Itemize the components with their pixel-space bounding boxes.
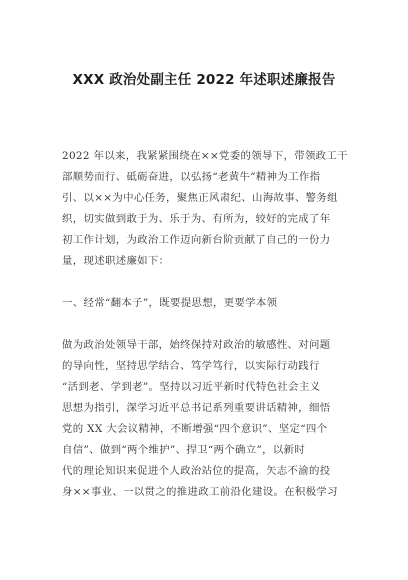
paragraph-line: 党的 XX 大会议精神，不断增强“四个意识”、坚定“四个 bbox=[62, 423, 328, 435]
paragraph-line: 的导向性，坚持思学结合、笃学笃行，以实际行动践行 bbox=[62, 360, 320, 372]
document-title: XXX 政治处副主任 2022 年述职述廉报告 bbox=[72, 72, 336, 88]
paragraph-line: 思想为指引，深学习近平总书记系列重要讲话精神，细悟 bbox=[62, 402, 331, 414]
paragraph-line: “活到老、学到老”。坚持以习近平新时代特色社会主义 bbox=[62, 381, 321, 393]
section-heading: 一、经常“翻本子”，既要提思想，更要学本领 bbox=[62, 297, 278, 309]
paragraph-line: 2022 年以来，我紧紧围绕在××党委的领导下，带领政工干 bbox=[62, 150, 348, 162]
paragraph-line: 做为政治处领导干部，始终保持对政治的敏感性、对问题 bbox=[62, 339, 331, 351]
spacer bbox=[62, 272, 350, 293]
paragraph-line: 初工作计划，为政治工作迈向新台阶贡献了自己的一份力 bbox=[62, 234, 331, 246]
paragraph-line: 身××事业、一以贯之的推进政工前沿化建设。在积极学习 bbox=[62, 486, 338, 498]
spacer bbox=[62, 314, 350, 335]
paragraph-line: 织，切实做到敢于为、乐于为、有所为，较好的完成了年 bbox=[62, 213, 331, 225]
paragraph-line: 自信”、做到“两个维护”、捍卫“两个确立”，以新时 bbox=[62, 444, 306, 456]
document-body bbox=[62, 146, 350, 503]
paragraph-line: 部顺势而行、砥砺奋进，以弘扬“老黄牛”精神为工作指 bbox=[62, 171, 321, 183]
paragraph-line: 量，现述职述廉如下： bbox=[62, 255, 170, 267]
paragraph-line: 引、以××为中心任务，聚焦正风肃纪、山海故事、警务组 bbox=[62, 192, 338, 204]
paragraph-line: 代的理论知识来促进个人政治站位的提高，矢志不渝的投 bbox=[62, 465, 331, 477]
